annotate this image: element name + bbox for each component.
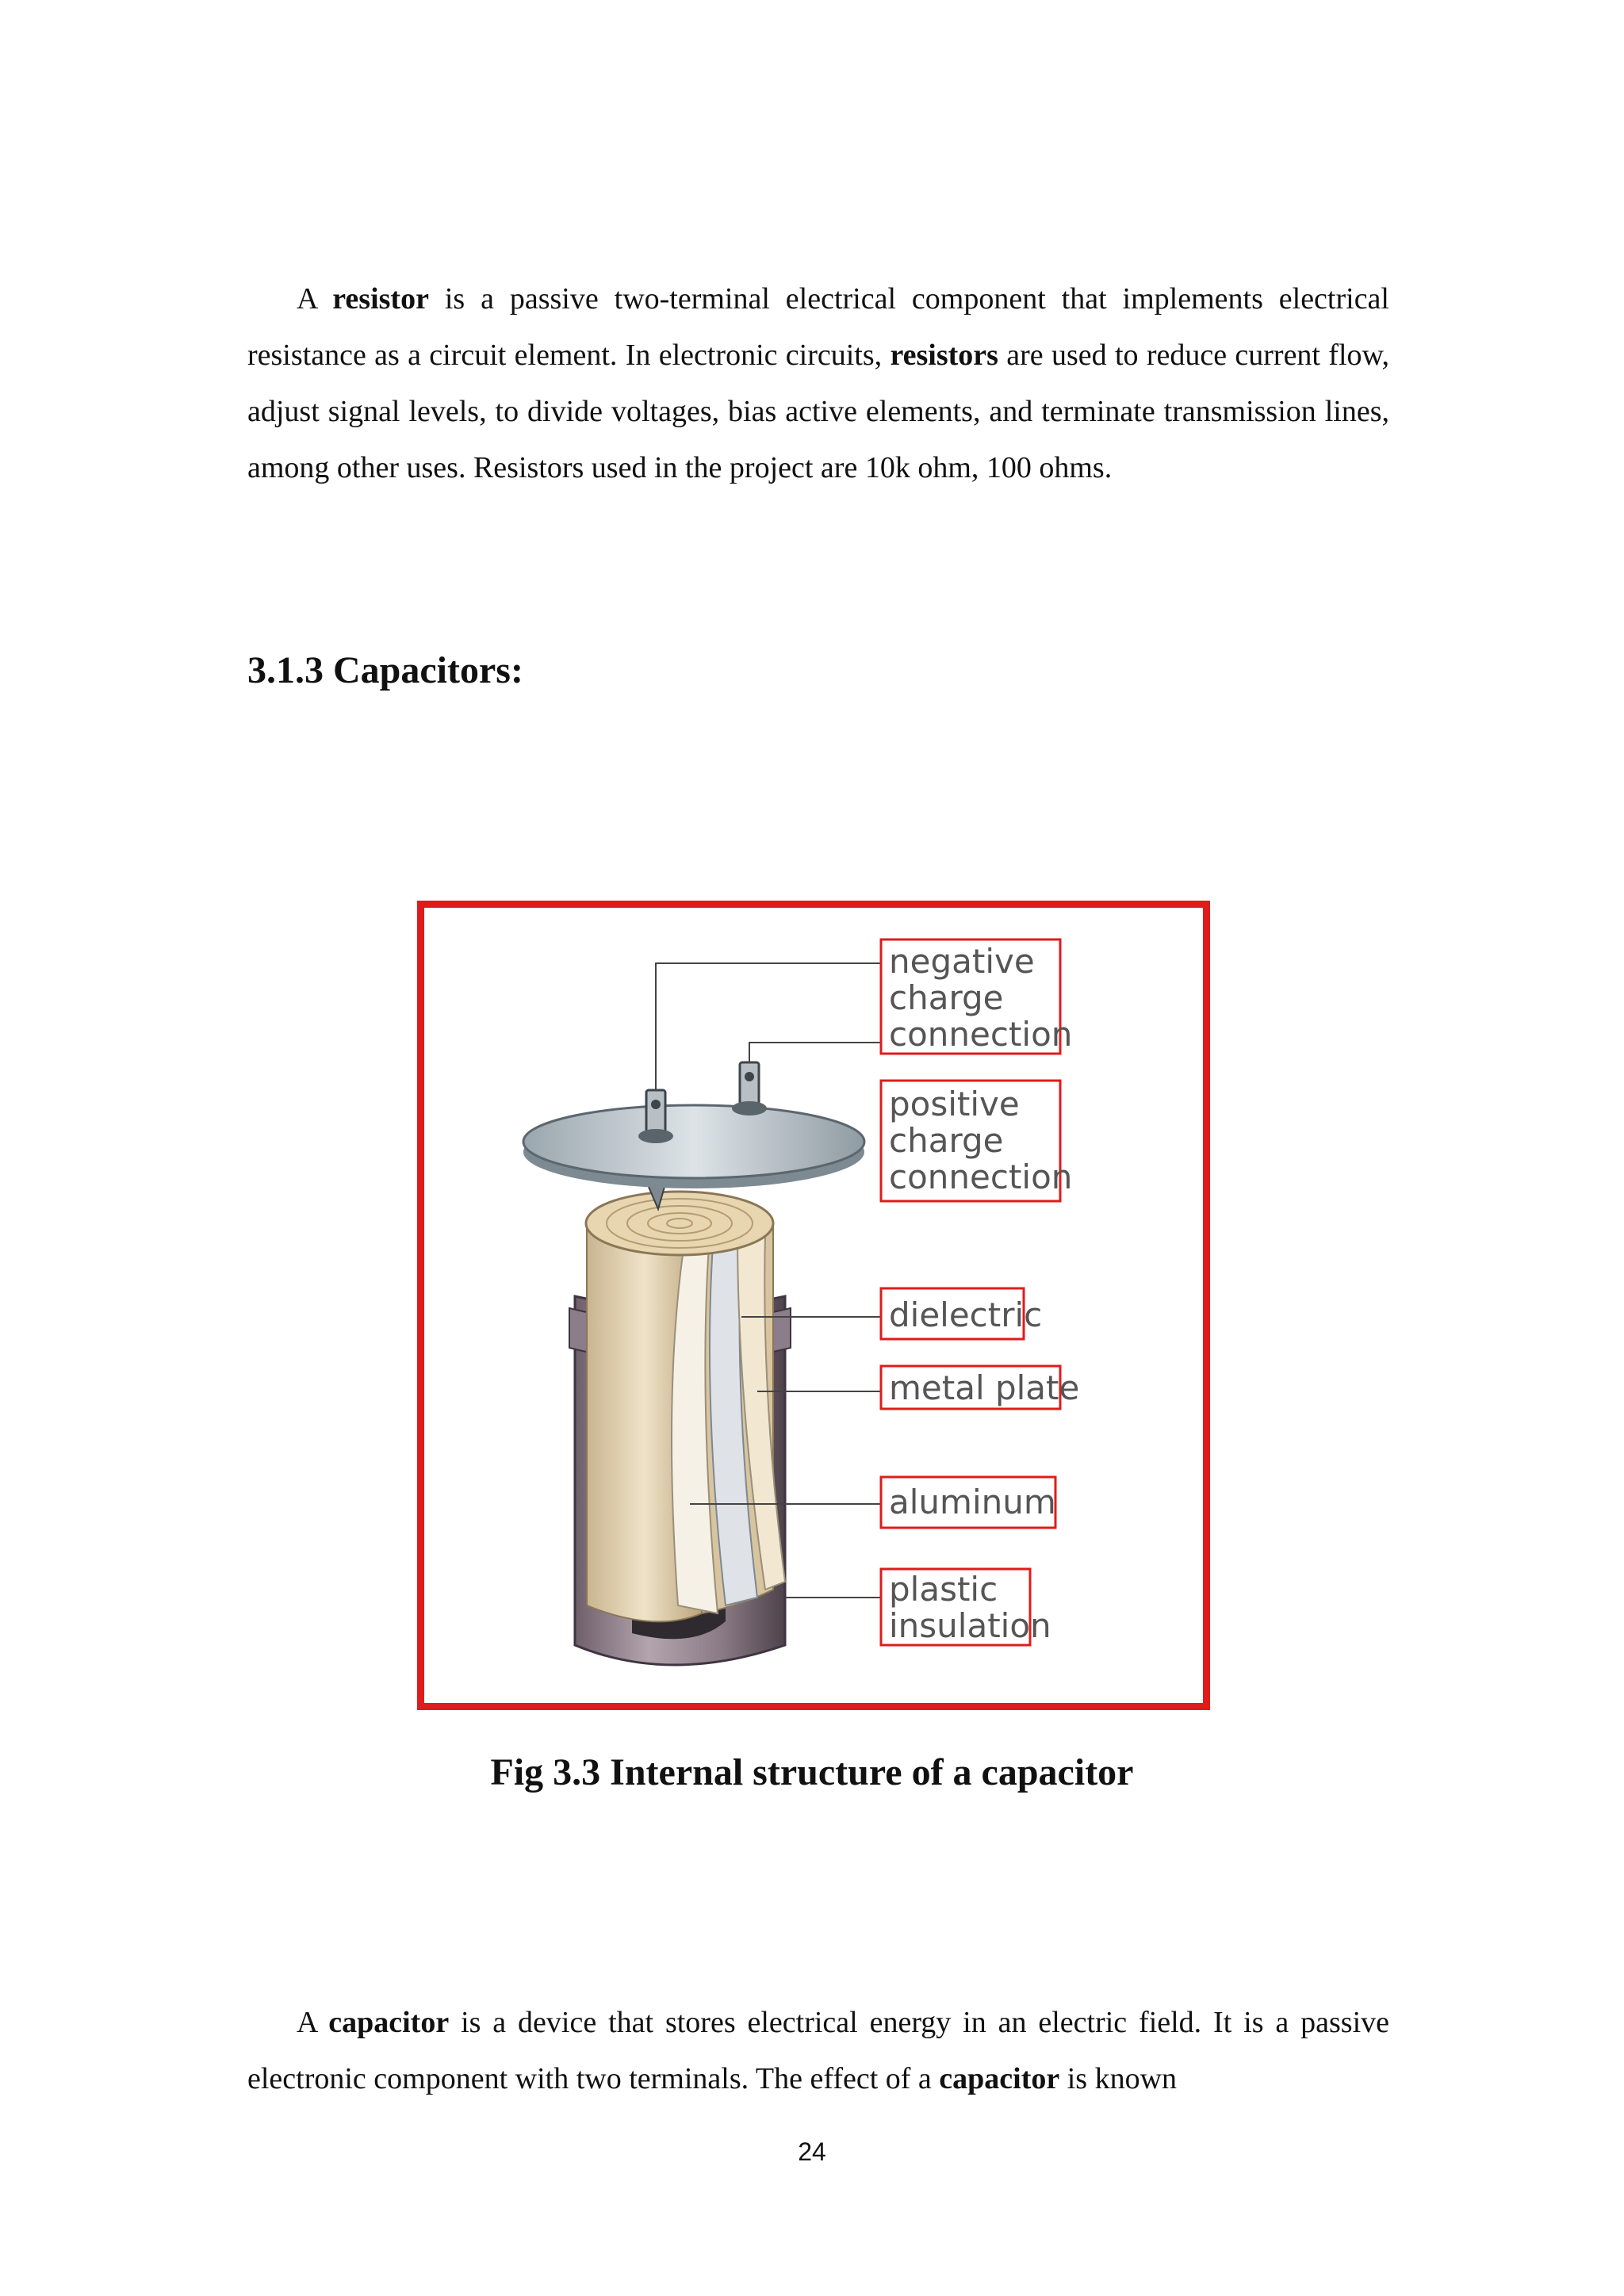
bold-term: resistors [890,339,998,372]
label-positive-line3: connection [889,1158,1073,1196]
label-negative-line1: negative [889,942,1035,981]
label-positive-line2: charge [889,1121,1004,1160]
capacitor-figure [417,901,1210,1710]
roll-top [586,1192,773,1255]
label-plastic-line2: insulation [889,1606,1051,1645]
label-metal-plate: metal plate [889,1368,1080,1407]
bold-term: capacitor [328,2006,450,2039]
lid-top [523,1105,864,1178]
label-negative-line3: connection [889,1015,1073,1054]
label-negative-line2: charge [889,978,1004,1017]
label-dielectric: dielectric [889,1295,1043,1334]
section-heading: 3.1.3 Capacitors: [247,649,523,691]
leader-negative [656,963,881,1090]
capacitor-paragraph [247,1995,1389,2107]
capacitor-illustration [424,908,1203,1703]
text-run: is known [1059,2062,1178,2095]
bold-term: capacitor [939,2062,1060,2095]
figure-caption: Fig 3.3 Internal structure of a capacitor [490,1751,1134,1793]
positive-terminal [732,1062,767,1115]
label-aluminum: aluminum [889,1483,1056,1521]
bold-term: resistor [332,282,429,316]
text-run: is a passive two-terminal electrical component that implements electrical resistance as a circuit element. In electronic circuits, [247,282,1389,372]
label-positive-line1: positive [889,1085,1020,1123]
label-plastic-line1: plastic [889,1570,998,1609]
leader-positive [749,1043,881,1062]
text-run: A [297,282,333,316]
text-run: is a device that stores electrical energy in an electric field. It is a passive electronic component with two terminals. The effect of a [247,2006,1389,2095]
page-number: 24 [798,2137,826,2166]
resistor-paragraph [247,271,1389,496]
text-run: A [297,2006,329,2039]
text-run: are used to reduce current flow, adjust signal levels, to divide voltages, bias active elements, and terminate transmission lines, among other uses. Resistors used in the project are 10k ohm, 100 ohms. [247,339,1389,484]
